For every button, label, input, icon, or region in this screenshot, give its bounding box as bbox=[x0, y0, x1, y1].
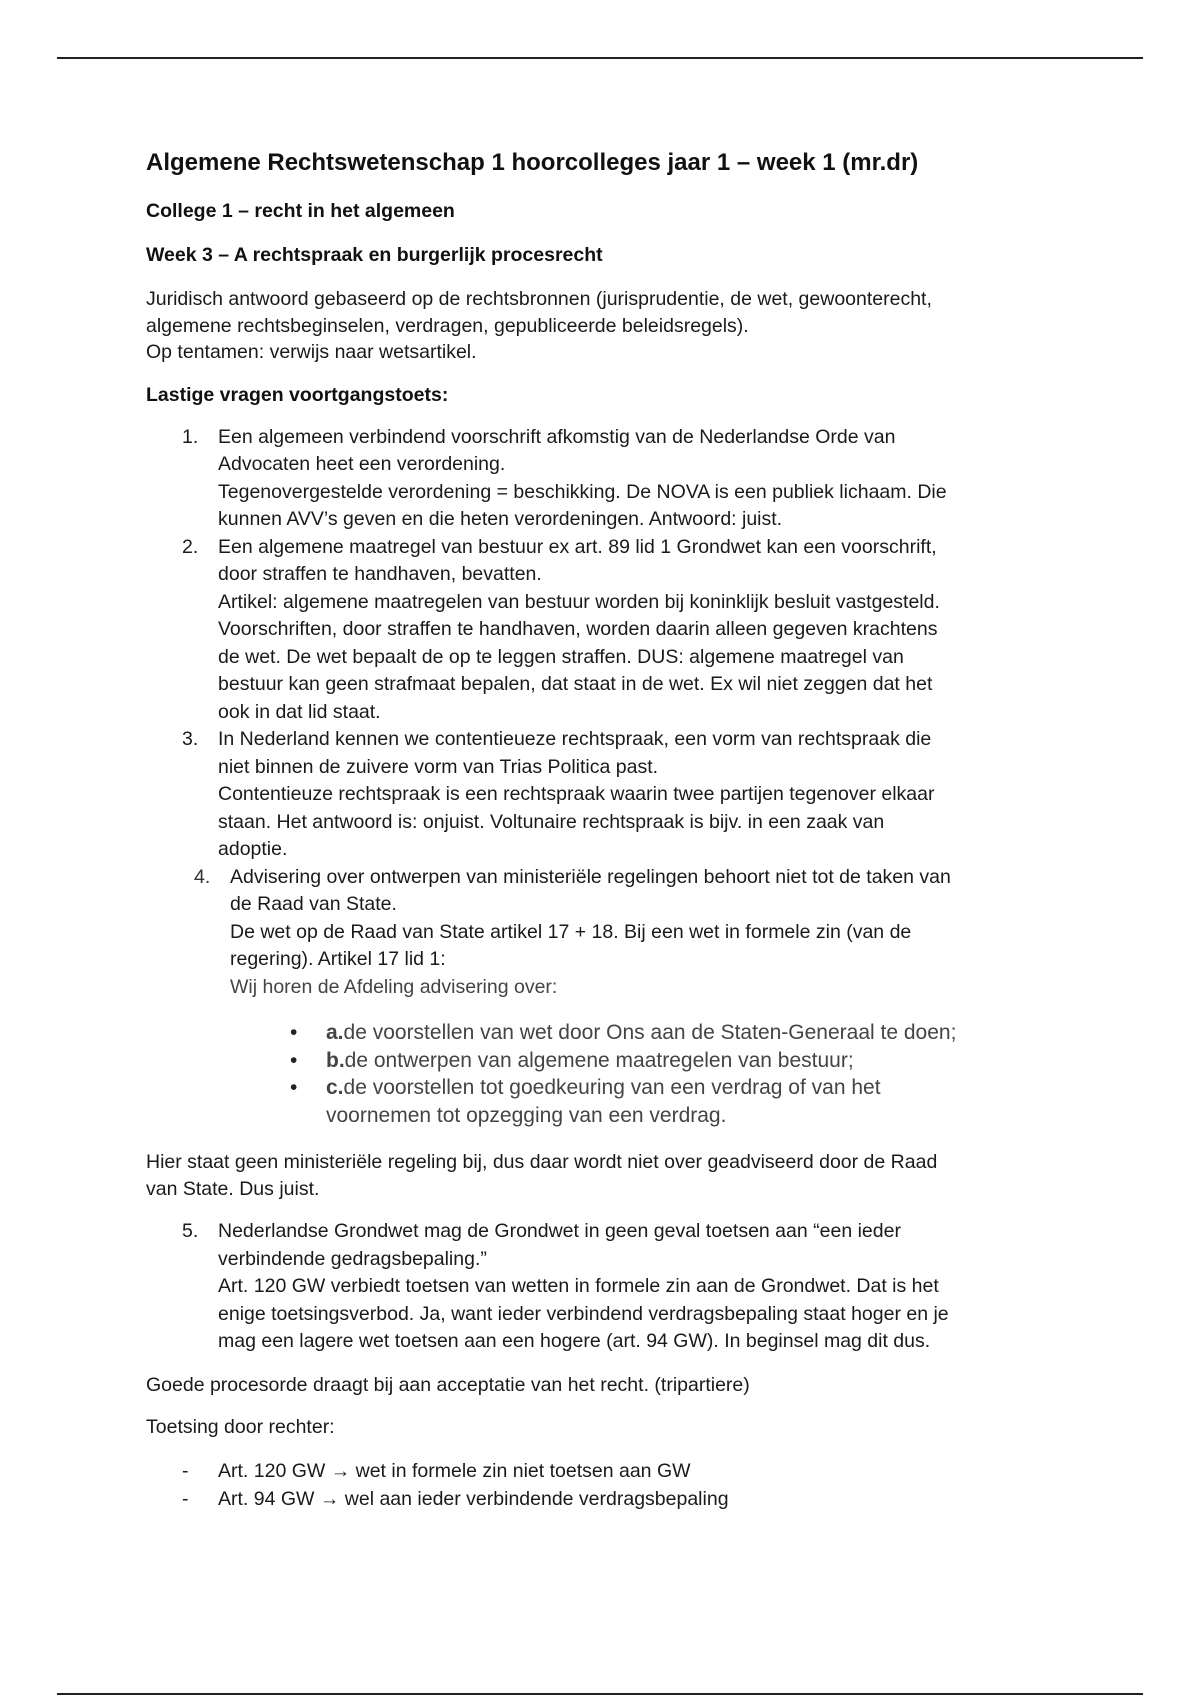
intro-line: Op tentamen: verwijs naar wetsartikel. bbox=[146, 341, 477, 363]
question-item bbox=[146, 424, 1066, 534]
procesorde-paragraph: Goede procesorde draagt bij aan acceptatie van het recht. (tripartiere) bbox=[146, 1373, 750, 1396]
answer-line: Artikel: algemene maatregelen van bestuur worden bij koninklijk besluit vastgesteld. bbox=[218, 590, 940, 613]
article-item-text: voornemen tot opzegging van een verdrag. bbox=[326, 1103, 727, 1127]
question-item bbox=[146, 1218, 1066, 1356]
question-item bbox=[146, 726, 1066, 864]
questions-list-continued bbox=[146, 1218, 1066, 1356]
question-number: 2. bbox=[182, 535, 199, 558]
answer-line: mag een lagere wet toetsen aan een hogere (art. 94 GW). In beginsel mag dit dus. bbox=[218, 1330, 931, 1352]
bullet-icon: • bbox=[290, 1021, 298, 1044]
article-quote-intro: Wij horen de Afdeling advisering over: bbox=[230, 975, 558, 998]
answer-line: De wet op de Raad van State artikel 17 + 18. Bij een wet in formele zin (van de bbox=[230, 920, 912, 943]
article-item bbox=[290, 1047, 1066, 1075]
intro-paragraph bbox=[146, 286, 1066, 366]
answer-line: regering). Artikel 17 lid 1: bbox=[230, 948, 446, 970]
bullet-icon: • bbox=[290, 1076, 298, 1099]
question-line: In Nederland kennen we contentieueze rechtspraak, een vorm van rechtspraak die bbox=[218, 728, 932, 750]
answer-line: de wet. De wet bepaalt de op te leggen straffen. DUS: algemene maatregel van bbox=[218, 645, 904, 668]
top-rule bbox=[57, 57, 1143, 59]
college-heading: College 1 – recht in het algemeen bbox=[146, 200, 455, 222]
article-item-text: de voorstellen tot goedkeuring van een verdrag of van het bbox=[343, 1076, 881, 1099]
bullet-icon: • bbox=[290, 1048, 298, 1072]
dash-icon: - bbox=[182, 1459, 189, 1482]
question-number: 4. bbox=[194, 865, 211, 888]
answer-line: ook in dat lid staat. bbox=[218, 700, 381, 723]
answer-line: staan. Het antwoord is: onjuist. Voltunaire rechtspraak is bijv. in een zaak van bbox=[218, 810, 885, 833]
answer-line: bestuur kan geen strafmaat bepalen, dat staat in de wet. Ex wil niet zeggen dat het bbox=[218, 673, 933, 695]
question-item bbox=[146, 864, 1066, 1002]
article-item-letter: c. bbox=[326, 1076, 344, 1099]
answer-line: Voorschriften, door straffen te handhaven, worden daarin alleen gegeven krachtens bbox=[218, 618, 938, 640]
document-body bbox=[146, 146, 1066, 1513]
question-number: 5. bbox=[182, 1220, 199, 1242]
questions-list bbox=[146, 424, 1066, 1002]
question-line: Een algemene maatregel van bestuur ex art. 89 lid 1 Grondwet kan een voorschrift, bbox=[218, 535, 937, 558]
toetsing-item bbox=[146, 1485, 1066, 1513]
question-line: verbindende gedragsbepaling.” bbox=[218, 1247, 487, 1270]
bottom-rule bbox=[57, 1693, 1143, 1695]
question-number: 1. bbox=[182, 425, 199, 448]
paragraph-line: Hier staat geen ministeriële regeling bij, dus daar wordt niet over geadviseerd door de Raad bbox=[146, 1151, 938, 1173]
toetsing-item-text: Art. 94 GW → wel aan ieder verbindende verdragsbepaling bbox=[218, 1487, 729, 1510]
answer-line: kunnen AVV’s geven en die heten verordeningen. Antwoord: juist. bbox=[218, 508, 783, 530]
article-item bbox=[290, 1019, 1066, 1047]
toetsing-list bbox=[146, 1457, 1066, 1513]
question-line: niet binnen de zuivere vorm van Trias Politica past. bbox=[218, 755, 659, 778]
article-item bbox=[290, 1074, 1066, 1129]
article-item-letter: a. bbox=[326, 1021, 344, 1044]
question-line: door straffen te handhaven, bevatten. bbox=[218, 563, 542, 585]
paragraph-line: van State. Dus juist. bbox=[146, 1177, 320, 1200]
after-article-paragraph bbox=[146, 1149, 1066, 1202]
article-17-list bbox=[146, 1019, 1066, 1129]
answer-line: Contentieuze rechtspraak is een rechtspraak waarin twee partijen tegenover elkaar bbox=[218, 783, 935, 805]
question-line: Een algemeen verbindend voorschrift afkomstig van de Nederlandse Orde van bbox=[218, 425, 896, 448]
question-line: Nederlandse Grondwet mag de Grondwet in geen geval toetsen aan “een ieder bbox=[218, 1220, 901, 1242]
question-item bbox=[146, 534, 1066, 727]
week-heading: Week 3 – A rechtspraak en burgerlijk procesrecht bbox=[146, 244, 603, 266]
intro-line: Juridisch antwoord gebaseerd op de rechtsbronnen (jurisprudentie, de wet, gewoonterecht, bbox=[146, 288, 932, 310]
article-item-text: de ontwerpen van algemene maatregelen van bestuur; bbox=[344, 1048, 854, 1072]
article-item-text: de voorstellen van wet door Ons aan de Staten-Generaal te doen; bbox=[343, 1021, 957, 1044]
answer-line: enige toetsingsverbod. Ja, want ieder verbindend verdragsbepaling staat hoger en je bbox=[218, 1302, 949, 1325]
answer-line: Tegenovergestelde verordening = beschikking. De NOVA is een publiek lichaam. Die bbox=[218, 480, 947, 503]
dash-icon: - bbox=[182, 1487, 189, 1510]
answer-line: Art. 120 GW verbiedt toetsen van wetten in formele zin aan de Grondwet. Dat is het bbox=[218, 1275, 939, 1297]
question-number: 3. bbox=[182, 728, 199, 750]
document-title: Algemene Rechtswetenschap 1 hoorcolleges jaar 1 – week 1 (mr.dr) bbox=[146, 149, 919, 176]
question-line: de Raad van State. bbox=[230, 893, 397, 915]
toetsing-item-text: Art. 120 GW → wet in formele zin niet toetsen aan GW bbox=[218, 1459, 691, 1482]
question-line: Advisering over ontwerpen van ministeriële regelingen behoort niet tot de taken van bbox=[230, 865, 951, 888]
article-item-letter: b. bbox=[326, 1048, 345, 1072]
intro-line: algemene rechtsbeginselen, verdragen, gepubliceerde beleidsregels). bbox=[146, 314, 749, 337]
questions-heading: Lastige vragen voortgangstoets: bbox=[146, 383, 449, 406]
toetsing-heading: Toetsing door rechter: bbox=[146, 1416, 335, 1438]
question-line: Advocaten heet een verordening. bbox=[218, 453, 506, 475]
toetsing-item bbox=[146, 1457, 1066, 1485]
answer-line: adoptie. bbox=[218, 838, 288, 860]
